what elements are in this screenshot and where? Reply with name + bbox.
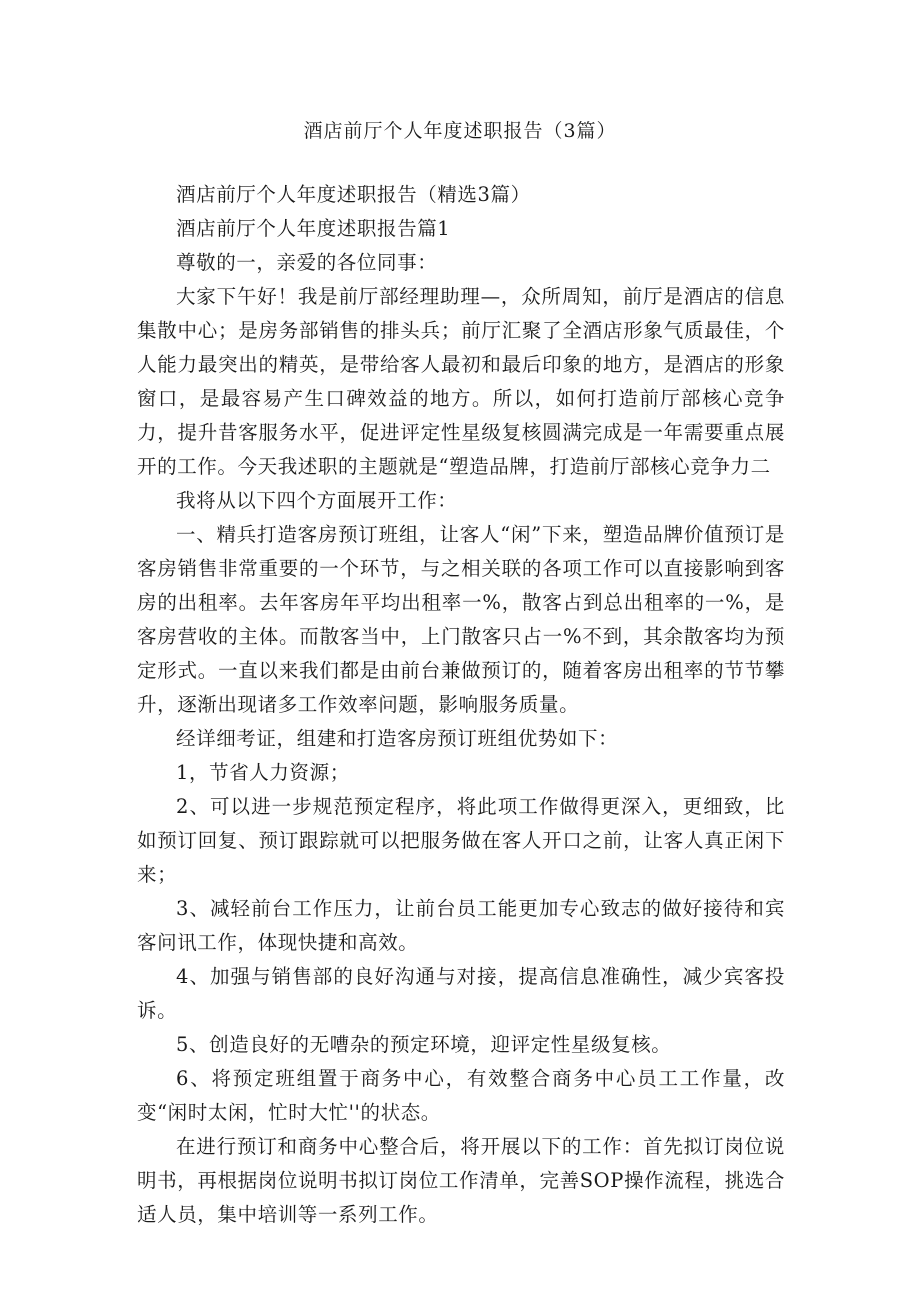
list-item-2: 2、可以进一步规范预定程序，将此项工作做得更深入，更细致，比如预订回复、预订跟踪就可以把服务做在客人开口之前，让客人真正闲下来； bbox=[137, 795, 785, 886]
subtitle: 酒店前厅个人年度述职报告（精选3篇） bbox=[176, 183, 531, 206]
paragraph-section-one: 一、精兵打造客房预订班组，让客人“闲”下来，塑造品牌价值预订是客房销售非常重要的一个环节，与之相关联的各项工作可以直接影响到客房的出租率。去年客房年平均出租率一%，散客占到总出租率的一%，是客房营收的主体。而散客当中，上门散客只占一%不到，其余散客均为预定形式。一直以来我们都是由前台兼做预订的，随着客房出租率的节节攀升，逐渐出现诸多工作效率问题，影响服务质量。 bbox=[137, 523, 785, 716]
paragraph-advantages: 经详细考证，组建和打造客房预订班组优势如下： bbox=[176, 727, 619, 750]
paragraph-next-steps: 在进行预订和商务中心整合后，将开展以下的工作：首先拟订岗位说明书，再根据岗位说明书拟订岗位工作清单，完善SOP操作流程，挑选合适人员，集中培训等一系列工作。 bbox=[137, 1135, 785, 1226]
list-item-4: 4、加强与销售部的良好沟通与对接，提高信息准确性，减少宾客投诉。 bbox=[137, 965, 785, 1022]
section-heading: 酒店前厅个人年度述职报告篇1 bbox=[176, 217, 451, 240]
salutation: 尊敬的一，亲爱的各位同事： bbox=[176, 251, 438, 274]
document-title: 酒店前厅个人年度述职报告（3篇） bbox=[303, 120, 617, 142]
paragraph-intro: 大家下午好！我是前厅部经理助理—，众所周知，前厅是酒店的信息集散中心；是房务部销售的排头兵；前厅汇聚了全酒店形象气质最佳，个人能力最突出的精英，是带给客人最初和最后印象的地方，是酒店的形象窗口，是最容易产生口碑效益的地方。所以，如何打造前厅部核心竞争力，提升昔客服务水平，促进评定性星级复核圆满完成是一年需要重点展开的工作。今天我述职的主题就是“塑造品牌，打造前厅部核心竞争力二 bbox=[137, 285, 785, 478]
list-item-5: 5、创造良好的无嘈杂的预定环境，迎评定性星级复核。 bbox=[176, 1033, 672, 1056]
paragraph-plan: 我将从以下四个方面展开工作： bbox=[176, 489, 458, 512]
document-body bbox=[137, 178, 785, 1232]
list-item-6: 6、将预定班组置于商务中心，有效整合商务中心员工工作量，改变“闲时太闲，忙时大忙''的状态。 bbox=[137, 1067, 785, 1124]
list-item-1: 1，节省人力资源； bbox=[176, 761, 350, 784]
list-item-3: 3、减轻前台工作压力，让前台员工能更加专心致志的做好接待和宾客问讯工作，体现快捷和高效。 bbox=[137, 897, 785, 954]
